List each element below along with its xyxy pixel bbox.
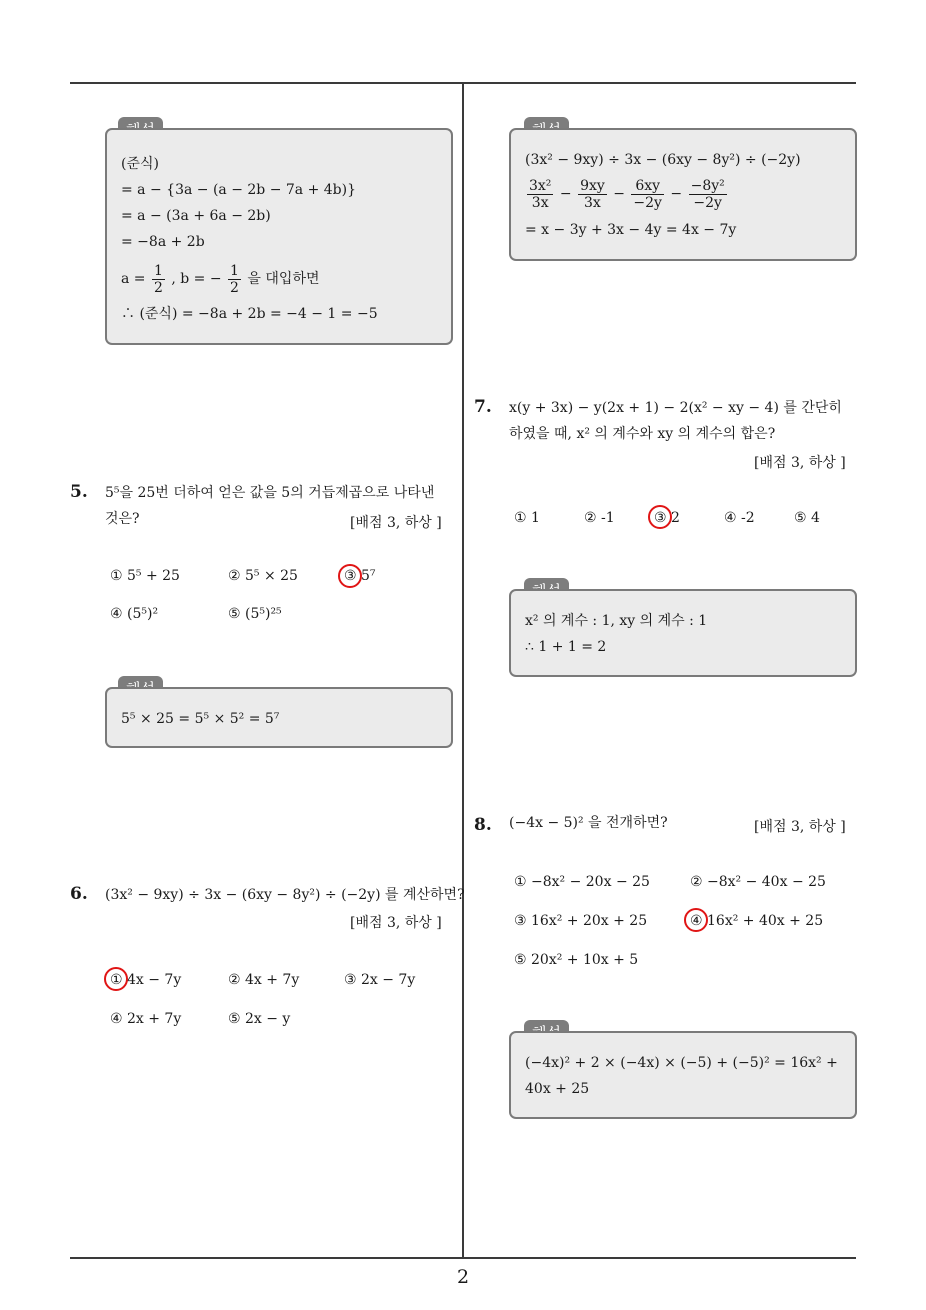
solution-line: = x − 3y + 3x − 4y = 4x − 7y (525, 222, 737, 238)
question-text: 하였을 때, x² 의 계수와 xy 의 계수의 합은? (509, 426, 776, 442)
option-4: ④ 16x² + 40x + 25 (690, 913, 824, 929)
a-label: a = (121, 271, 146, 287)
solution-box-q5 (105, 687, 453, 748)
page-number: 2 (456, 1266, 470, 1288)
fraction: $\frac{\text{−8y²}}{-2y}$ (690, 177, 725, 211)
question-text: 5⁵을 25번 더하여 얻은 값을 5의 거듭제곱으로 나타낸 (105, 485, 435, 501)
option-4: ④ 2x + 7y (110, 1011, 182, 1027)
question-text: x(y + 3x) − y(2x + 1) − 2(x² − xy − 4) 를 간단히 (509, 400, 842, 416)
fraction: $\frac{9xy}{3x}$ (580, 177, 605, 211)
fraction: $\frac{1}{2}$ (230, 262, 239, 296)
option-1: ① 1 (514, 510, 540, 526)
solution-box-q4 (105, 128, 453, 345)
option-1: ① 5⁵ + 25 (110, 568, 180, 584)
solution-line: (3x² − 9xy) ÷ 3x − (6xy − 8y²) ÷ (−2y) (525, 152, 801, 168)
option-2: ② −8x² − 40x − 25 (690, 874, 826, 890)
question-number: 5. (70, 482, 88, 502)
solution-line: ∴ 1 + 1 = 2 (525, 639, 607, 655)
substitution-tail: 을 대입하면 (247, 271, 320, 287)
score-label: [배점 3, 하상 ] (350, 515, 442, 531)
option-5: ⑤ 20x² + 10x + 5 (514, 952, 639, 968)
option-5: ⑤ 2x − y (228, 1011, 291, 1027)
option-3: ③ 2x − 7y (344, 972, 416, 988)
answer-mark (338, 564, 362, 588)
option-2: ② 5⁵ × 25 (228, 568, 298, 584)
answer-mark (648, 505, 672, 529)
option-3: ③ 16x² + 20x + 25 (514, 913, 648, 929)
solution-box-q7 (509, 589, 857, 677)
option-5: ⑤ 4 (794, 510, 820, 526)
score-label: [배점 3, 하상 ] (350, 915, 442, 931)
solution-line: 5⁵ × 25 = 5⁵ × 5² = 5⁷ (121, 711, 280, 727)
fraction: $\frac{6xy}{-2y}$ (633, 177, 662, 211)
option-2: ② 4x + 7y (228, 972, 300, 988)
option-1: ① −8x² − 20x − 25 (514, 874, 650, 890)
question-text: 것은? (105, 511, 140, 527)
option-1: ① 4x − 7y (110, 972, 182, 988)
solution-line: x² 의 계수 : 1, xy 의 계수 : 1 (525, 613, 708, 629)
option-2: ② -1 (584, 510, 615, 526)
option-5: ⑤ (5⁵)²⁵ (228, 606, 282, 622)
score-label: [배점 3, 하상 ] (754, 455, 846, 471)
answer-mark (684, 908, 708, 932)
solution-box-q6 (509, 128, 857, 261)
question-number: 7. (474, 397, 492, 417)
operator: − (559, 186, 572, 202)
question-number: 6. (70, 884, 88, 904)
operator: − (670, 186, 683, 202)
column-divider (462, 83, 464, 1258)
operator: − (613, 186, 625, 202)
answer-mark (104, 967, 128, 991)
question-text: (3x² − 9xy) ÷ 3x − (6xy − 8y²) ÷ (−2y) 를 계산하면? (105, 887, 465, 903)
solution-line: 40x + 25 (525, 1081, 590, 1097)
bottom-rule (70, 1257, 856, 1259)
fraction: $\frac{\text{3x²}}{3x}$ (529, 177, 552, 211)
solution-result: ∴ (준식) = −8a + 2b = −4 − 1 = −5 (121, 306, 378, 322)
score-label: [배점 3, 하상 ] (754, 819, 846, 835)
substitution-line (121, 262, 320, 296)
fraction-line (525, 176, 729, 212)
solution-line: = −8a + 2b (121, 234, 205, 250)
question-number: 8. (474, 815, 492, 835)
option-4: ④ -2 (724, 510, 755, 526)
option-3: ③ 2 (654, 510, 680, 526)
question-text: (−4x − 5)² 을 전개하면? (509, 815, 668, 831)
b-label: , b = − (171, 271, 222, 287)
solution-line: (−4x)² + 2 × (−4x) × (−5) + (−5)² = 16x² + (525, 1055, 838, 1071)
solution-line: (준식) (121, 156, 159, 172)
option-4: ④ (5⁵)² (110, 606, 159, 622)
solution-line: = a − (3a + 6a − 2b) (121, 208, 271, 224)
solution-box-q8 (509, 1031, 857, 1119)
option-3: ③ 5⁷ (344, 568, 376, 584)
solution-line: = a − {3a − (a − 2b − 7a + 4b)} (121, 182, 357, 198)
fraction: $\frac{1}{2}$ (153, 262, 163, 296)
